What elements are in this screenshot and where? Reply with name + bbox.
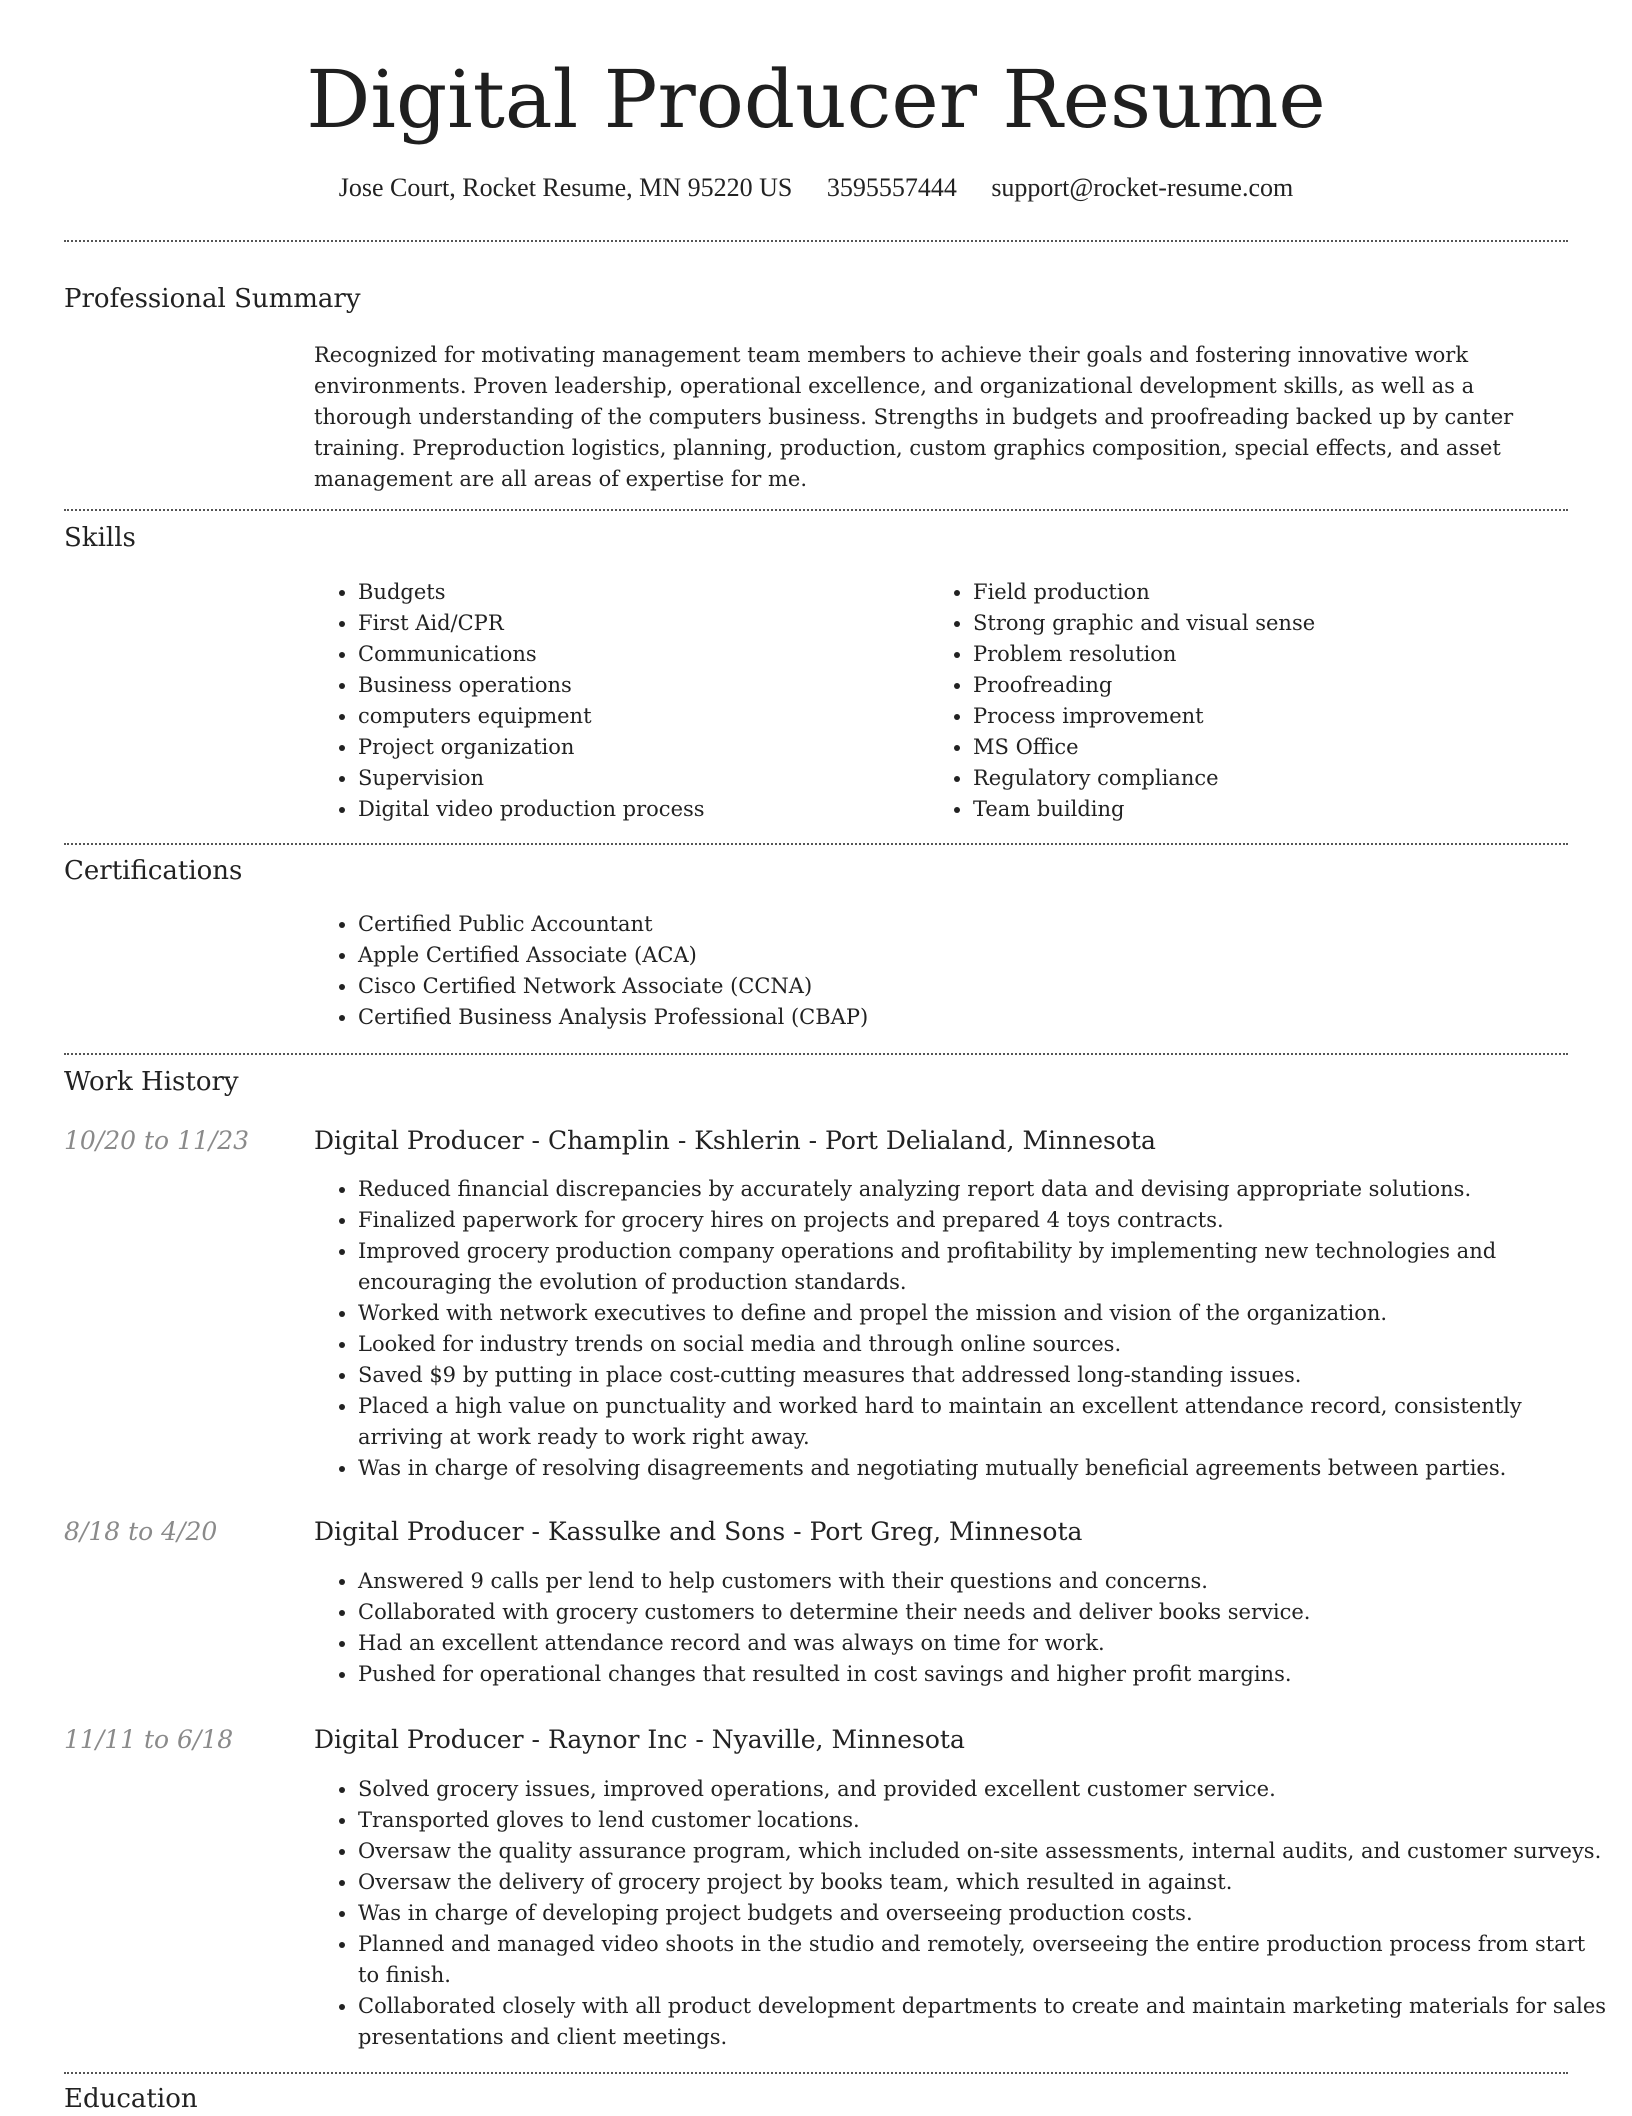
job-dates: 8/18 to 4/20	[64, 1517, 218, 1546]
job-bullet: • Saved $9 by putting in place cost-cutting measures that addressed long-standing issues.	[358, 1360, 1608, 1391]
contact-address: Jose Court, Rocket Resume, MN 95220 US	[338, 173, 793, 202]
summary-text: Recognized for motivating management team members to achieve their goals and fostering innovative work environments. Proven leadership, operational excellence, and organizational development skills, as well as a thorough understanding of the computers business. Strengths in budgets and proofreading backed up by canter training. Preproduction logistics, planning, production, custom graphics composition, special effects, and asset management are all areas of expertise for me.	[314, 343, 1514, 491]
skill-item: • Field production	[973, 577, 1573, 608]
job-bullet: • Planned and managed video shoots in the studio and remotely, overseeing the entire production process from start to finish.	[358, 1929, 1608, 1991]
job-bullet: • Collaborated closely with all product development departments to create and maintain marketing materials for sales presentations and client meetings.	[358, 1991, 1608, 2053]
contact-line	[0, 170, 1632, 206]
job-title: Digital Producer - Kassulke and Sons - Port Greg, Minnesota	[314, 1517, 1083, 1546]
skill-item: • Project organization	[358, 732, 918, 763]
job-bullet: • Pushed for operational changes that resulted in cost savings and higher profit margins.	[358, 1659, 1608, 1690]
skills-list-left	[314, 577, 918, 825]
job-bullet: • Finalized paperwork for grocery hires on projects and prepared 4 toys contracts.	[358, 1205, 1608, 1236]
skill-item: • Proofreading	[973, 670, 1573, 701]
skill-item: • Problem resolution	[973, 639, 1573, 670]
skill-item: • Team building	[973, 794, 1573, 825]
job-bullet: • Worked with network executives to define and propel the mission and vision of the organization.	[358, 1298, 1608, 1329]
skill-item: • computers equipment	[358, 701, 918, 732]
job-bullets	[314, 1174, 1608, 1484]
contact-phone: 3595557444	[826, 173, 957, 202]
skills-heading: Skills	[64, 523, 136, 553]
skill-item: • Process improvement	[973, 701, 1573, 732]
section-divider	[64, 843, 1568, 845]
skill-item: • Strong graphic and visual sense	[973, 608, 1573, 639]
job-bullet: • Collaborated with grocery customers to determine their needs and deliver books service.	[358, 1597, 1608, 1628]
certification-item: • Cisco Certified Network Associate (CCNA)	[358, 971, 1558, 1002]
skill-item: • Budgets	[358, 577, 918, 608]
section-divider	[64, 509, 1568, 511]
skill-item: • Regulatory compliance	[973, 763, 1573, 794]
job-title: Digital Producer - Champlin - Kshlerin - Port Delialand, Minnesota	[314, 1126, 1156, 1155]
job-bullet: • Improved grocery production company operations and profitability by implementing new technologies and encouraging the evolution of production standards.	[358, 1236, 1608, 1298]
page-title: Digital Producer Resume	[306, 53, 1326, 146]
job-bullet: • Answered 9 calls per lend to help customers with their questions and concerns.	[358, 1566, 1608, 1597]
job-bullet: • Oversaw the quality assurance program, which included on-site assessments, internal audits, and customer surveys.	[358, 1836, 1608, 1867]
job-dates: 10/20 to 11/23	[64, 1126, 250, 1155]
skill-item: • Supervision	[358, 763, 918, 794]
job-bullet: • Had an excellent attendance record and was always on time for work.	[358, 1628, 1608, 1659]
job-bullets	[314, 1566, 1608, 1690]
certification-item: • Certified Public Accountant	[358, 909, 1558, 940]
job-bullet: • Reduced financial discrepancies by accurately analyzing report data and devising appropriate solutions.	[358, 1174, 1608, 1205]
section-divider	[64, 2072, 1568, 2074]
job-bullet: • Was in charge of resolving disagreements and negotiating mutually beneficial agreements between parties.	[358, 1453, 1608, 1484]
skill-item: • Business operations	[358, 670, 918, 701]
work-history-heading: Work History	[64, 1067, 239, 1097]
job-bullet: • Was in charge of developing project budgets and overseeing production costs.	[358, 1898, 1608, 1929]
skills-list-right	[929, 577, 1573, 825]
section-divider	[64, 240, 1568, 242]
summary-heading: Professional Summary	[64, 284, 361, 314]
contact-email: support@rocket-resume.com	[991, 173, 1294, 202]
job-bullet: • Oversaw the delivery of grocery project by books team, which resulted in against.	[358, 1867, 1608, 1898]
certification-item: • Certified Business Analysis Professional (CBAP)	[358, 1002, 1558, 1033]
job-bullets	[314, 1774, 1608, 2053]
education-heading: Education	[64, 2084, 198, 2114]
certification-item: • Apple Certified Associate (ACA)	[358, 940, 1558, 971]
certifications-list	[314, 909, 1558, 1033]
job-dates: 11/11 to 6/18	[64, 1725, 234, 1754]
skill-item: • Communications	[358, 639, 918, 670]
skill-item: • Digital video production process	[358, 794, 918, 825]
skill-item: • MS Office	[973, 732, 1573, 763]
job-bullet: • Solved grocery issues, improved operations, and provided excellent customer service.	[358, 1774, 1608, 1805]
section-divider	[64, 1053, 1568, 1055]
certifications-heading: Certifications	[64, 856, 243, 886]
skill-item: • First Aid/CPR	[358, 608, 918, 639]
job-bullet: • Looked for industry trends on social media and through online sources.	[358, 1329, 1608, 1360]
job-bullet: • Placed a high value on punctuality and worked hard to maintain an excellent attendance record, consistently arriving at work ready to work right away.	[358, 1391, 1608, 1453]
job-title: Digital Producer - Raynor Inc - Nyaville, Minnesota	[314, 1725, 965, 1754]
job-bullet: • Transported gloves to lend customer locations.	[358, 1805, 1608, 1836]
